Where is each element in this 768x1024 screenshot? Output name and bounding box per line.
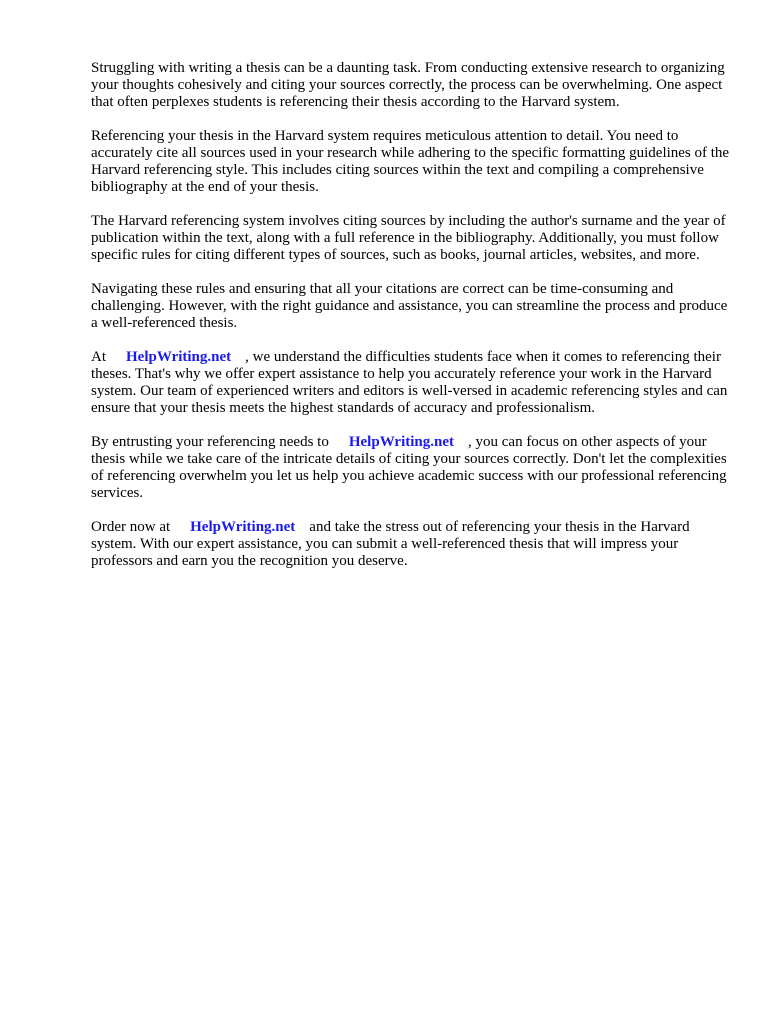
- paragraph-harvard-requirements: Referencing your thesis in the Harvard system requires meticulous attention to detail. You need to accurately cite all sources used in your research while adhering to the specific formatting guidelines of the Harvard referencing style. This includes citing sources within the text and compiling a comprehensive bibliography at the end of your thesis.: [91, 128, 730, 195]
- paragraph-at-helpwriting: [91, 349, 731, 417]
- paragraph-text-before-link: At: [91, 349, 106, 365]
- paragraph-order-now: [91, 519, 731, 570]
- paragraph-text-after-link: , we understand the difficulties students face when it comes to referencing their theses. That's why we offer expert assistance to help you accurately reference your work in the Harvard system. Our team of experienced writers and editors is well-versed in academic referencing styles and can ensure that your thesis meets the highest standards of accuracy and professionalism.: [91, 349, 728, 416]
- paragraph-harvard-system: The Harvard referencing system involves citing sources by including the author's surname and the year of publication within the text, along with a full reference in the bibliography. Additionally, you must follow specific rules for citing different types of sources, such as books, journal articles, websites, and more.: [91, 213, 726, 263]
- helpwriting-link[interactable]: HelpWriting.net: [126, 349, 232, 365]
- helpwriting-link[interactable]: HelpWriting.net: [190, 519, 296, 535]
- paragraph-text-before-link: By entrusting your referencing needs to: [91, 434, 329, 450]
- paragraph-text-after-link: and take the stress out of referencing your thesis in the Harvard system. With our expert assistance, you can submit a well-referenced thesis that will impress your professors and earn you the recognition you deserve.: [91, 519, 690, 569]
- paragraph-intro: Struggling with writing a thesis can be a daunting task. From conducting extensive research to organizing your thoughts cohesively and citing your sources correctly, the process can be overwhelming. One aspect that often perplexes students is referencing their thesis according to the Harvard system.: [91, 60, 725, 110]
- document-page: [91, 60, 731, 587]
- paragraph-text-after-link: , you can focus on other aspects of your thesis while we take care of the intricate details of citing your sources correctly. Don't let the complexities of referencing overwhelm you let us help you achieve academic success with our professional referencing services.: [91, 434, 727, 501]
- paragraph-navigating-rules: Navigating these rules and ensuring that all your citations are correct can be time-consuming and challenging. However, with the right guidance and assistance, you can streamline the process and produce a well-referenced thesis.: [91, 281, 728, 331]
- paragraph-entrusting: [91, 434, 731, 502]
- helpwriting-link[interactable]: HelpWriting.net: [348, 434, 454, 450]
- paragraph-text-before-link: Order now at: [91, 519, 171, 535]
